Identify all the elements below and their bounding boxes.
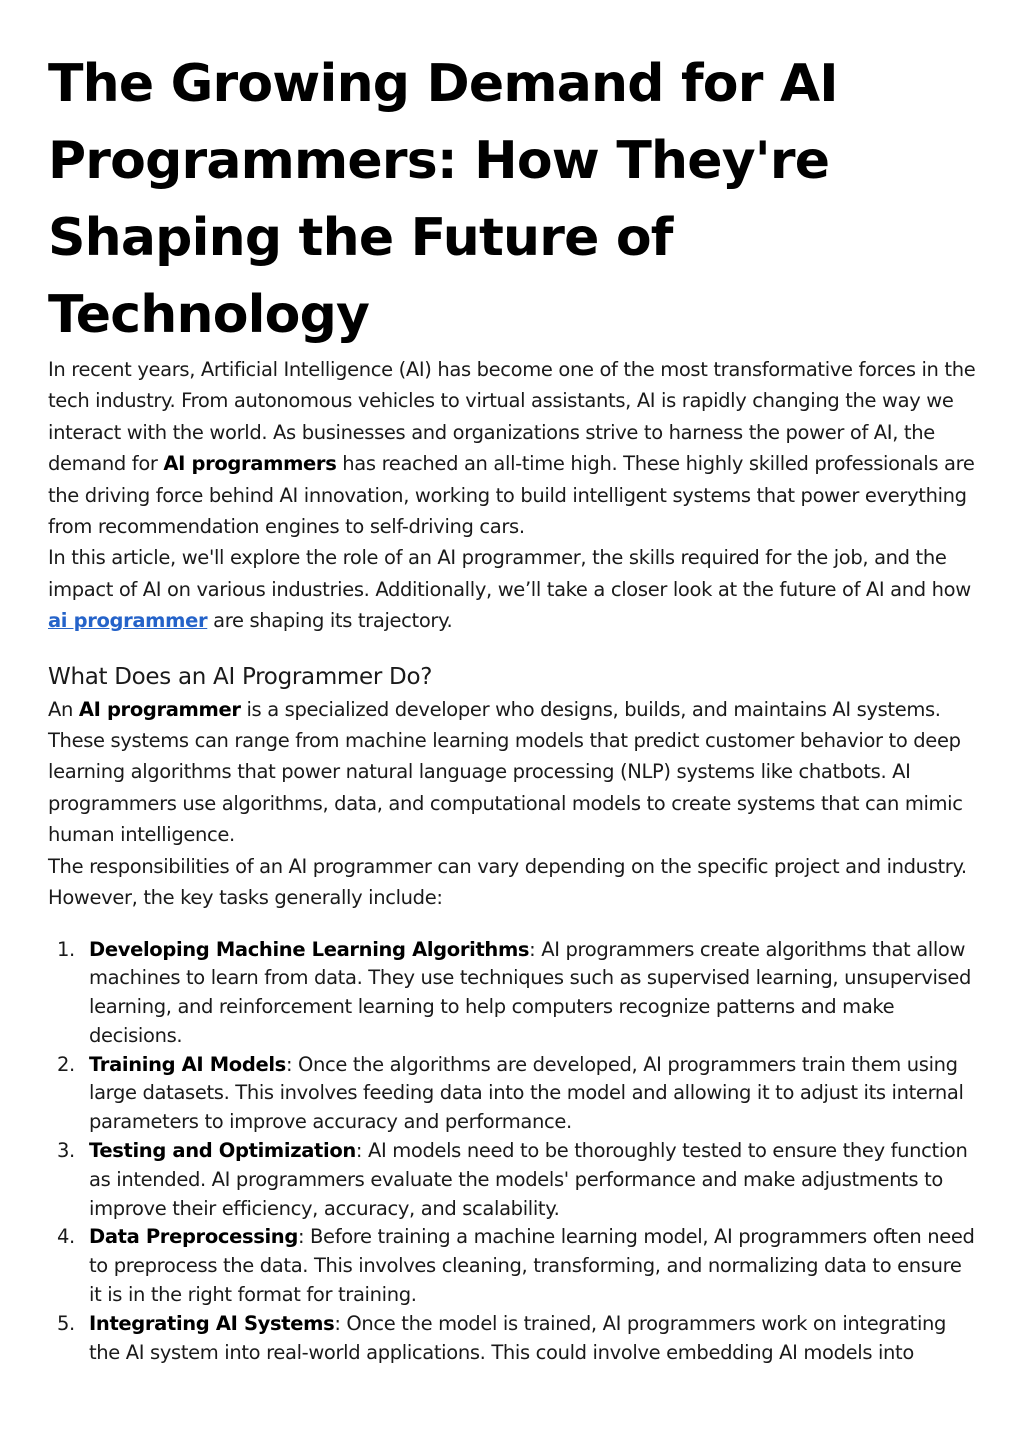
intro-text-end: has reached an all-time high. These highly skilled professionals are the driving force behind AI innovation, working to build intelligent systems that power everything from recommendation engines to self-driving cars. <box>48 452 975 539</box>
list-item-text: : Before training a machine learning model, AI programmers often need to preprocess the data. This involves cleaning, transforming, and normalizing data to ensure it is in the right format for training. <box>89 1225 975 1307</box>
list-item <box>48 1310 978 1368</box>
article <box>48 46 978 1367</box>
list-item-number: 4. <box>57 1225 75 1249</box>
ai-programmer-link[interactable]: ai programmer <box>48 609 208 633</box>
definition-prefix: An <box>48 697 79 721</box>
intro-bold-term: AI programmers <box>163 452 337 476</box>
article-title: The Growing Demand for AI Programmers: How They're Shaping the Future of Technology <box>48 54 838 345</box>
list-item <box>48 1137 978 1223</box>
list-item-title: Testing and Optimization <box>89 1139 356 1163</box>
responsibilities-intro: The responsibilities of an AI programmer can vary depending on the specific project and industry. However, the key tasks generally include: <box>48 854 967 910</box>
list-item-text: : AI models need to be thoroughly tested to ensure they function as intended. AI programmers evaluate the models' performance and make adjustments to improve their efficiency, accuracy, and scalability. <box>89 1139 968 1220</box>
list-item-title: Integrating AI Systems <box>89 1311 335 1335</box>
definition-paragraph <box>48 694 978 851</box>
overview-text-end: are shaping its trajectory. <box>207 609 453 633</box>
definition-text: is a specialized developer who designs, builds, and maintains AI systems. These systems can range from machine learning models that predict customer behavior to deep learning algorithms that power natural language processing (NLP) systems like chatbots. AI programmers use algorithms, data, and computational models to create systems that can mimic human intelligence. <box>48 697 963 847</box>
section-heading: What Does an AI Programmer Do? <box>48 663 433 690</box>
list-item <box>48 936 978 1051</box>
task-list <box>48 936 978 1368</box>
intro-text-start: In recent years, Artificial Intelligence (AI) has become one of the most transformative forces in the tech industry. From autonomous vehicles to virtual assistants, AI is rapidly changing the way we interact with the world. As businesses and organizations strive to harness the power of AI, the demand for <box>48 358 976 476</box>
intro-paragraph <box>48 354 978 542</box>
list-item <box>48 1223 978 1309</box>
list-item-title: Data Preprocessing <box>89 1225 298 1249</box>
list-item-title: Developing Machine Learning Algorithms <box>89 937 530 961</box>
list-item <box>48 1051 978 1137</box>
list-item-text: : Once the model is trained, AI programmers work on integrating the AI system into real-world applications. This could involve embedding AI models into <box>89 1311 947 1364</box>
list-item-text: : Once the algorithms are developed, AI programmers train them using large datasets. This involves feeding data into the model and allowing it to adjust its internal parameters to improve accuracy and performance. <box>89 1052 964 1134</box>
overview-text-start: In this article, we'll explore the role of an AI programmer, the skills required for the job, and the impact of AI on various industries. Additionally, we’ll take a closer look at the future of AI and how <box>48 546 971 601</box>
definition-bold-term: AI programmer <box>78 697 241 721</box>
list-item-number: 5. <box>57 1311 75 1335</box>
list-item-title: Training AI Models <box>89 1052 286 1076</box>
list-item-text: : AI programmers create algorithms that allow machines to learn from data. They use techniques such as supervised learning, unsupervised learning, and reinforcement learning to help computers recognize patterns and make decisions. <box>89 937 972 1047</box>
list-item-number: 3. <box>57 1139 75 1163</box>
list-item-number: 2. <box>57 1052 75 1076</box>
list-item-number: 1. <box>57 937 75 961</box>
overview-paragraph <box>48 542 978 636</box>
